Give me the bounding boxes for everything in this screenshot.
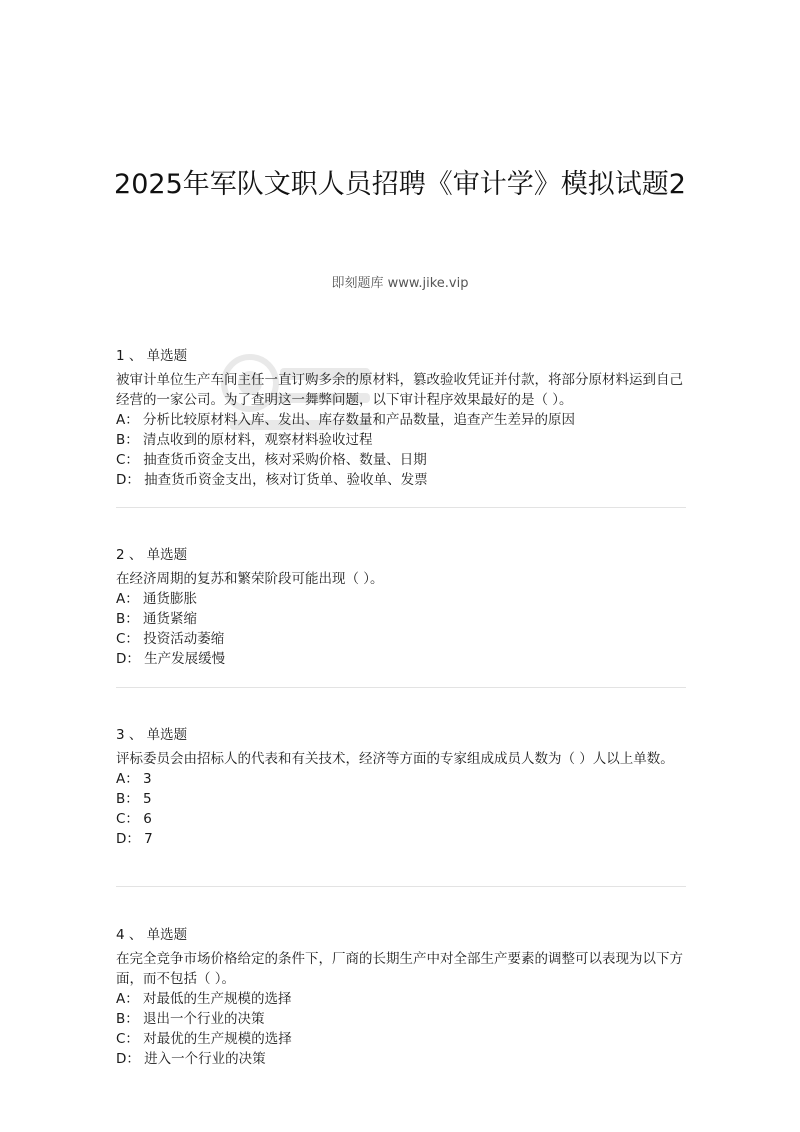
- question-header: 4 、 单选题: [116, 927, 188, 943]
- question-divider: [116, 687, 686, 688]
- option-a: A： 对最低的生产规模的选择: [116, 991, 292, 1007]
- option-c: C： 投资活动萎缩: [116, 631, 225, 647]
- option-a: A： 分析比较原材料入库、发出、库存数量和产品数量，追查产生差异的原因: [116, 412, 576, 428]
- question-header: 2 、 单选题: [116, 547, 188, 563]
- option-d: D： 进入一个行业的决策: [116, 1051, 266, 1067]
- option-c: C： 6: [116, 811, 152, 827]
- question-1: [116, 346, 686, 490]
- option-a: A： 通货膨胀: [116, 591, 198, 607]
- option-c: C： 对最优的生产规模的选择: [116, 1031, 292, 1047]
- question-divider: [116, 507, 686, 508]
- question-stem: 评标委员会由招标人的代表和有关技术，经济等方面的专家组成成员人数为（ ）人以上单数。: [116, 751, 674, 767]
- page-title: 2025年军队文职人员招聘《审计学》模拟试题2: [114, 169, 686, 201]
- option-b: B： 通货紧缩: [116, 611, 198, 627]
- option-b: B： 5: [116, 791, 152, 807]
- question-divider: [116, 886, 686, 887]
- question-stem: 在完全竞争市场价格给定的条件下，厂商的长期生产中对全部生产要素的调整可以表现为以下方面，而不包括（ ）。: [116, 951, 683, 987]
- question-header: 1 、 单选题: [116, 348, 188, 364]
- option-c: C： 抽查货币资金支出，核对采购价格、数量、日期: [116, 452, 427, 468]
- question-stem: 被审计单位生产车间主任一直订购多余的原材料，篡改验收凭证并付款，将部分原材料运到自己经营的一家公司。为了查明这一舞弊问题，以下审计程序效果最好的是（ ）。: [116, 372, 683, 408]
- option-d: D： 抽查货币资金支出，核对订货单、验收单、发票: [116, 472, 428, 488]
- question-header: 3 、 单选题: [116, 727, 188, 743]
- question-stem: 在经济周期的复苏和繁荣阶段可能出现（ ）。: [116, 571, 384, 587]
- question-3: [116, 725, 686, 849]
- option-d: D： 7: [116, 831, 153, 847]
- option-b: B： 清点收到的原材料，观察材料验收过程: [116, 432, 373, 448]
- question-4: [116, 925, 686, 1069]
- option-b: B： 退出一个行业的决策: [116, 1011, 265, 1027]
- option-d: D： 生产发展缓慢: [116, 651, 226, 667]
- option-a: A： 3: [116, 771, 152, 787]
- page-subtitle: 即刻题库 www.jike.vip: [331, 276, 469, 291]
- question-2: [116, 545, 686, 669]
